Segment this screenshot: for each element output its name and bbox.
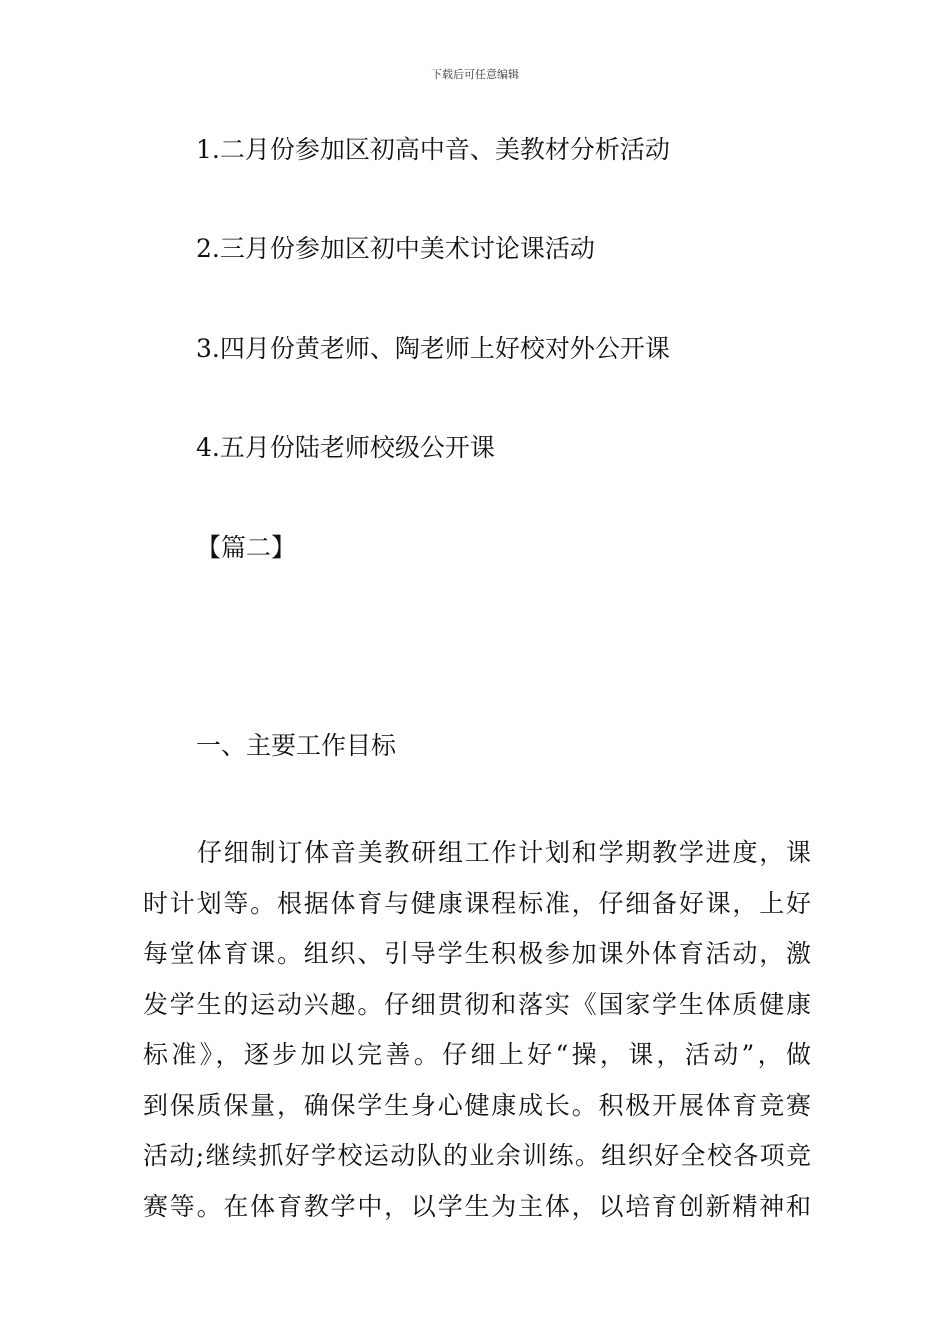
list-item: 2.三月份参加区初中美术讨论课活动 [196,234,595,263]
paragraph-line: 时计划等。根据体育与健康课程标准，仔细备好课，上好 [143,888,811,918]
body-paragraph [143,828,811,1232]
list-item: 3.四月份黄老师、陶老师上好校对外公开课 [196,334,670,363]
paragraph-line: 每堂体育课。组织、引导学生积极参加课外体育活动，激 [143,939,811,968]
section-heading: 一、主要工作目标 [196,731,397,760]
paragraph-line: 到保质保量，确保学生身心健康成长。积极开展体育竞赛 [143,1090,811,1120]
page-header-note: 下载后可任意编辑 [431,68,519,81]
paragraph-line: 活动;继续抓好学校运动队的业余训练。组织好全校各项竞 [143,1141,811,1170]
list-item: 1.二月份参加区初高中音、美教材分析活动 [196,135,670,164]
section-marker: 【篇二】 [196,533,297,562]
paragraph-line: 仔细制订体音美教研组工作计划和学期教学进度，课 [197,838,811,867]
paragraph-line: 发学生的运动兴趣。仔细贯彻和落实《国家学生体质健康 [143,989,811,1019]
paragraph-line: 赛等。在体育教学中，以学生为主体，以培育创新精神和 [143,1191,811,1221]
paragraph-line: 标准》，逐步加以完善。仔细上好“操，课，活动”，做 [143,1040,811,1069]
list-item: 4.五月份陆老师校级公开课 [196,433,495,462]
